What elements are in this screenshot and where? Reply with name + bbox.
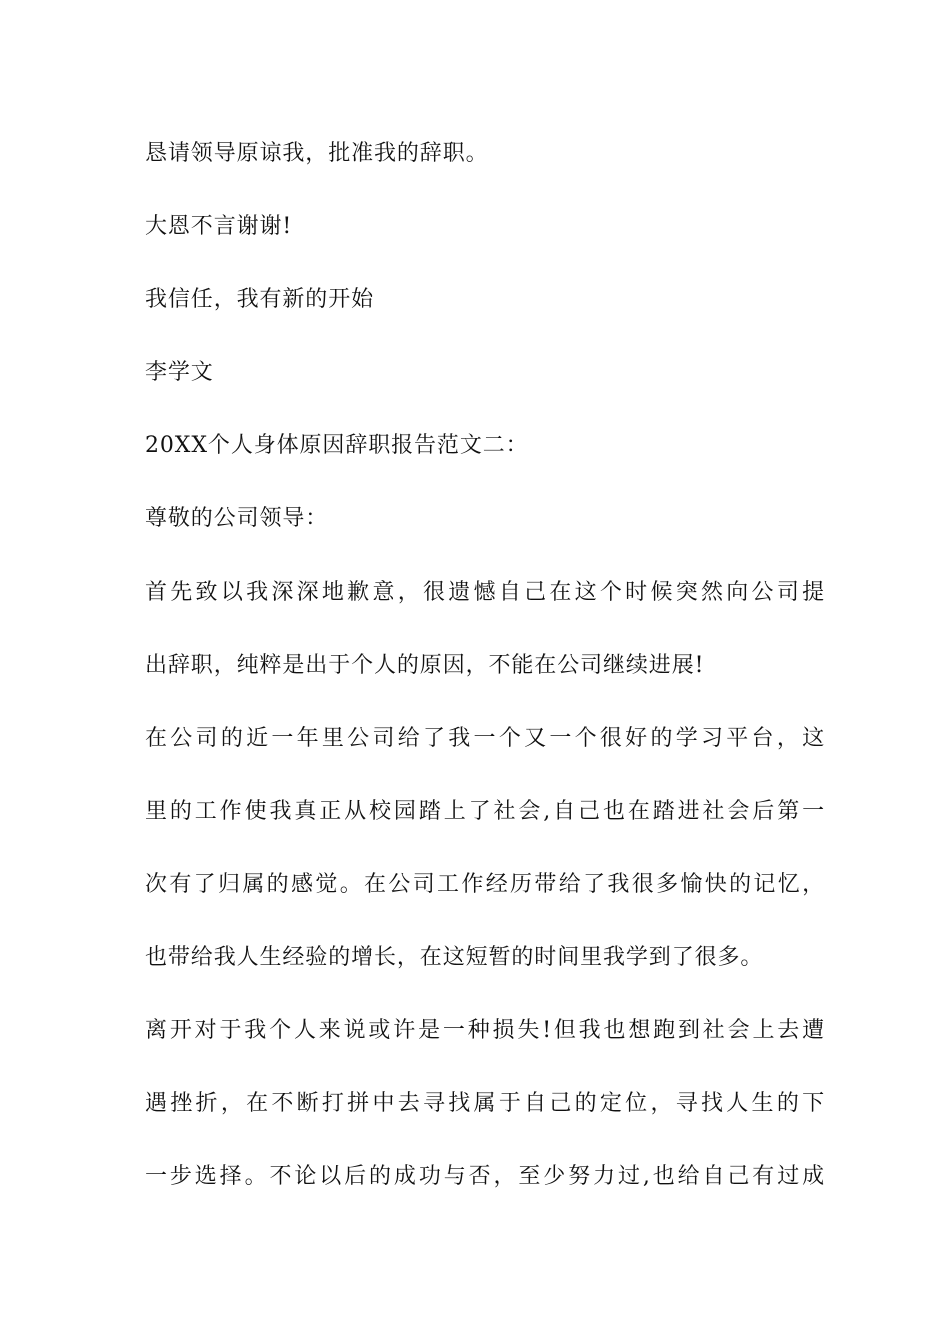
text-line: 遇挫折，在不断打拼中去寻找属于自己的定位，寻找人生的下 bbox=[145, 1091, 825, 1117]
document-body bbox=[145, 132, 825, 1228]
text-line: 恳请领导原谅我，批准我的辞职。 bbox=[145, 141, 489, 166]
text-line: 也带给我人生经验的增长，在这短暂的时间里我学到了很多。 bbox=[145, 945, 764, 971]
salutation: 尊敬的公司领导： bbox=[145, 506, 329, 532]
text-line: 首先致以我深深地歉意，很遗憾自己在这个时候突然向公司提 bbox=[145, 579, 825, 605]
text-line: 一步选择。不论以后的成功与否，至少努力过,也给自己有过成 bbox=[145, 1164, 825, 1190]
text-line: 里的工作使我真正从校园踏上了社会,自己也在踏进社会后第一 bbox=[145, 798, 825, 824]
text-line: 出辞职，纯粹是出于个人的原因，不能在公司继续进展! bbox=[145, 652, 705, 678]
text-line: 在公司的近一年里公司给了我一个又一个很好的学习平台，这 bbox=[145, 725, 825, 751]
signature-name: 李学文 bbox=[145, 360, 214, 386]
section-heading: 20XX个人身体原因辞职报告范文二： bbox=[145, 433, 529, 459]
text-line: 离开对于我个人来说或许是一种损失!但我也想跑到社会上去遭 bbox=[145, 1018, 825, 1044]
text-line: 我信任，我有新的开始 bbox=[145, 287, 375, 313]
text-line: 大恩不言谢谢! bbox=[145, 214, 293, 240]
text-line: 次有了归属的感觉。在公司工作经历带给了我很多愉快的记忆， bbox=[145, 871, 825, 897]
